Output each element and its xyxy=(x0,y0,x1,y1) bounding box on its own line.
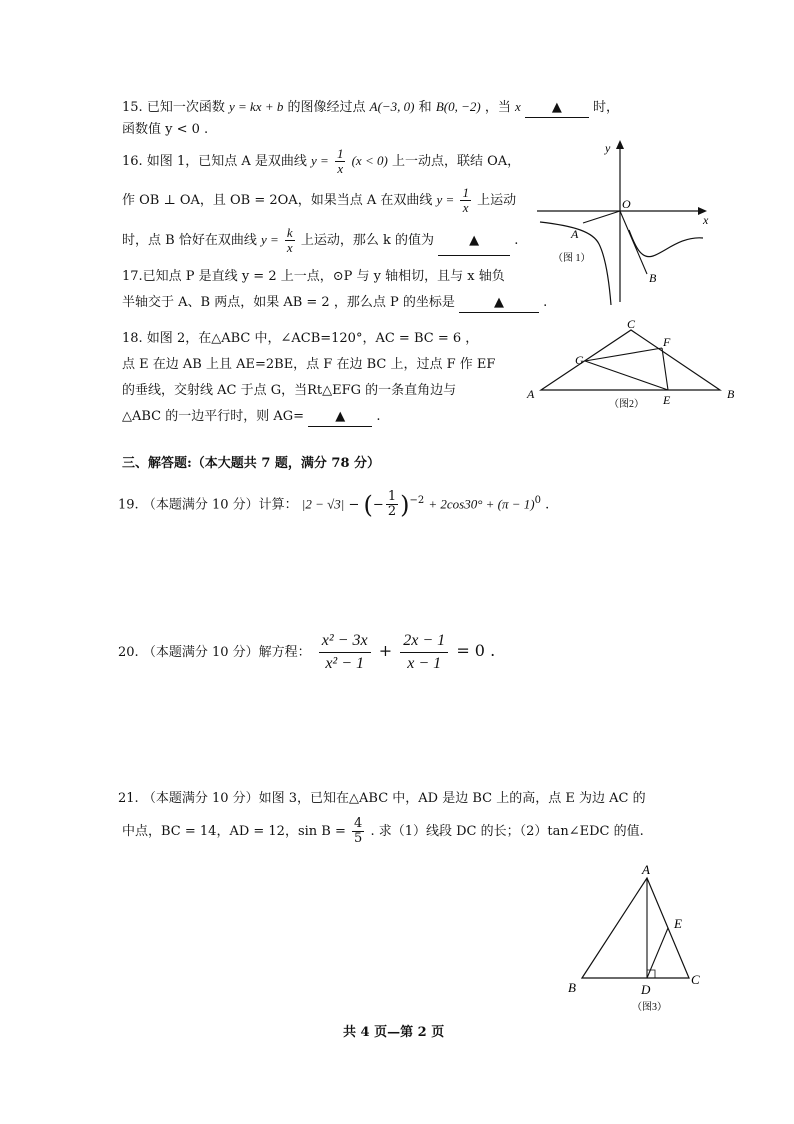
q16-line2: 作 OB ⊥ OA，且 OB = 2OA，如果当点 A 在双曲线 y = $\frac{1}{x}$ 上运动 xyxy=(122,185,517,215)
q16-fraction: $\frac{k}{x}$ xyxy=(286,225,293,255)
q18-line2: 点 E 在边 AB 上且 AE=2BE，点 F 在边 BC 上，过点 F 作 EF xyxy=(122,357,496,372)
label-E: E xyxy=(663,393,671,407)
page-footer: 共 4 页—第 2 页 xyxy=(343,1025,445,1040)
q19-line: 19. （本题满分 10 分）计算： |2 − √3| − (− $\frac{1}{2}$ )$^{-2} + 2\cos 30^\circ + (\pi - 1)^0$ . xyxy=(118,489,550,520)
figure-3 xyxy=(562,862,712,1017)
label-F: F xyxy=(663,335,671,349)
triangle-ABC xyxy=(541,330,720,390)
label-O: O xyxy=(622,197,631,211)
q15-answer-blank[interactable]: ▲ xyxy=(525,99,589,118)
segment-OA xyxy=(583,211,620,223)
caption: （图 1） xyxy=(553,253,591,264)
q16-line1: 16. 如图 1，已知点 A 是双曲线 y = $\frac{1}{x}$ (x < 0) 上一动点，联结 OA， xyxy=(122,146,521,176)
label-B: B xyxy=(727,387,735,401)
label-B: B xyxy=(568,980,576,995)
caption: （图2） xyxy=(609,399,644,410)
q16-fraction: $\frac{1}{x}$ xyxy=(336,146,344,176)
q18-line1: 18. 如图 2，在△ABC 中，∠ACB=120°，AC = BC = 6 ， xyxy=(122,331,479,346)
label-A: A xyxy=(571,227,579,241)
q18-line3: 的垂线，交射线 AC 于点 G，当Rt△EFG 的一条直角边与 xyxy=(122,383,457,398)
caption: （图3） xyxy=(632,1002,667,1013)
q15-line2: 函数值 y < 0 . xyxy=(122,122,209,137)
label-C: C xyxy=(691,972,700,987)
q18-line4: △ABC 的一边平行时，则 AG= ▲ . xyxy=(122,408,380,427)
segment-GF xyxy=(585,348,662,361)
segment-GE xyxy=(585,361,668,390)
q20-fraction-2: $\frac{2x - 1}{x - 1}$ xyxy=(400,630,448,675)
q18-answer-blank[interactable]: ▲ xyxy=(308,408,372,427)
section-3-heading: 三、解答题:（本大题共 7 题，满分 78 分） xyxy=(122,456,381,471)
q21-line2: 中点，BC = 14，AD = 12，sin B = $\frac{4}{5}$ . 求（1）线段 DC 的长；（2）tan∠EDC 的值. xyxy=(122,816,644,846)
segment-DE xyxy=(647,928,668,978)
figure-2 xyxy=(523,318,743,413)
triangle-ABC xyxy=(582,878,689,978)
q20-line: 20. （本题满分 10 分）解方程： $\frac{\text{x² − 3x}}{\text{x² − 1}}$ + $\frac{2x - 1}{x - 1}$ = 0 . xyxy=(118,626,495,678)
q17-line1: 17.已知点 P 是直线 y = 2 上一点，⊙P 与 y 轴相切，且与 x 轴负 xyxy=(122,269,505,284)
figure-1 xyxy=(535,140,715,310)
q20-fraction-1: $\frac{\text{x² − 3x}}{\text{x² − 1}}$ xyxy=(319,630,371,675)
q15-line1: 15. 已知一次函数 y = kx + b 的图像经过点 A(−3, 0) 和 B(0, −2) ，当 x ▲ 时， xyxy=(122,98,619,118)
label-A: A xyxy=(642,862,650,877)
label-D: D xyxy=(641,982,651,997)
q17-line2: 半轴交于 A、B 两点，如果 AB = 2 ，那么点 P 的坐标是 ▲ . xyxy=(122,294,547,313)
q16-fraction: $\frac{1}{x}$ xyxy=(462,185,469,215)
label-A: A xyxy=(527,387,535,401)
label-G: G xyxy=(575,353,584,367)
label-x: x xyxy=(703,213,709,227)
label-E: E xyxy=(674,916,682,931)
curve-right xyxy=(629,230,703,257)
q21-fraction: $\frac{4}{5}$ xyxy=(354,816,363,846)
label-B: B xyxy=(649,271,657,285)
q16-line3: 时，点 B 恰好在双曲线 y = $\frac{k}{x}$ 上运动，那么 k 的值为 ▲ . xyxy=(122,225,519,255)
q16-answer-blank[interactable]: ▲ xyxy=(438,227,510,256)
q21-line1: 21. （本题满分 10 分）如图 3，已知在△ABC 中，AD 是边 BC 上的高，点 E 为边 AC 的 xyxy=(118,791,646,806)
label-y: y xyxy=(605,141,611,155)
label-C: C xyxy=(627,318,636,331)
q17-answer-blank[interactable]: ▲ xyxy=(459,294,539,313)
segment-OB xyxy=(620,211,647,274)
y-axis-arrow-icon xyxy=(616,140,624,149)
q19-fraction: $\frac{1}{2}$ xyxy=(387,489,397,520)
